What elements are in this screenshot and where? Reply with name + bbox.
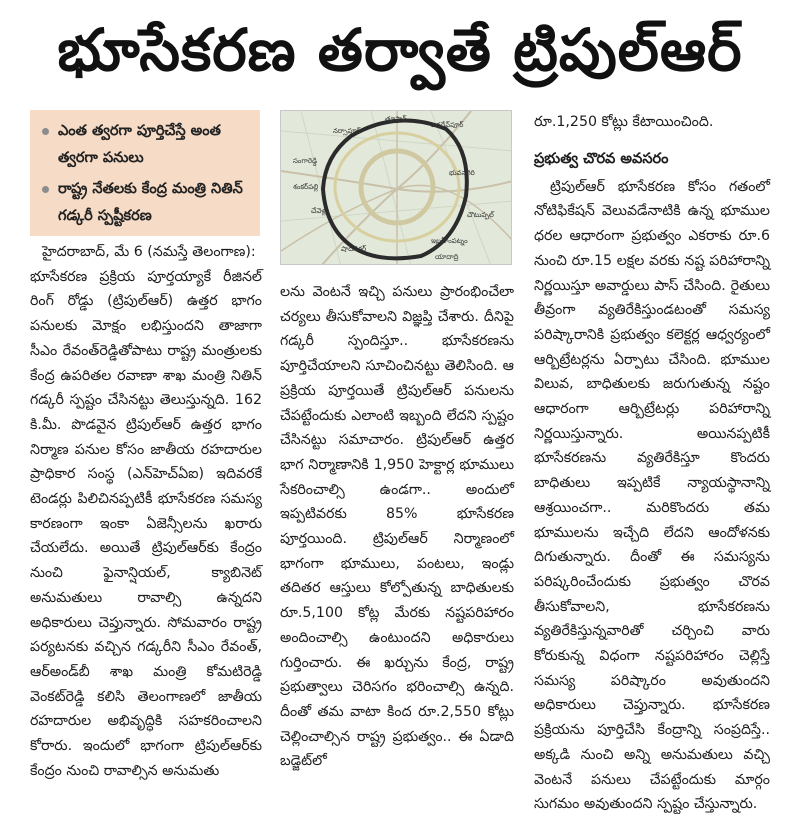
article-paragraph: రూ.1,250 కోట్లు కేటాయించింది. [534,114,714,130]
article-column-3 [534,110,770,817]
section-subhead: ప్రభుత్వ చొరవ అవసరం [534,150,669,167]
route-map [280,110,512,265]
article-paragraph: ట్రిపుల్‌ఆర్‌ భూసేకరణ కోసం గతంలో నోటిఫికేషన్‌ వెలువడేనాటికి ఉన్న భూముల ధరల ఆధారంగా ప్రభుత్వం ఎకరాకు రూ.6 నుంచి రూ.15 లక్షల వరకు నష్ట పరిహారాన్ని నిర్ణయిస్తూ అవార్డులు పాస్‌ చేసింది. రైతులు తీవ్రంగా వ్యతిరేకిస్తుండటంతో సమస్య పరిష్కారానికి ప్రభుత్వం కలెక్టర్ల ఆధ్వర్యంలో ఆర్బిట్రేటర్లను ఏర్పాటు చేసింది. భూముల విలువ, బాధితులకు జరుగుతున్న నష్టం ఆధారంగా ఆర్బిట్రేటర్లు పరిహారాన్ని నిర్ణయిస్తున్నారు. అయినప్పటికీ భూసేకరణను వ్యతిరేకిస్తూ కొందరు బాధితులు ఇప్పటికే న్యాయస్థానాన్ని ఆశ్రయించగా.. మరికొందరు తమ భూములను ఇచ్చేది లేదని ఆందోళనకు దిగుతున్నారు. దీంతో ఈ సమస్యను పరిష్కరించేందుకు ప్రభుత్వం చొరవ తీసుకోవాలని, భూసేకరణను వ్యతిరేకిస్తున్నవారితో చర్చించి వారు కోరుకున్న విధంగా నష్టపరిహారం చెల్లిస్తే సమస్య పరిష్కారం అవుతుందని అధికారులు చెప్తున్నారు. భూసేకరణ ప్రక్రియను పూర్తిచేసి కేంద్రాన్ని సంప్రదిస్తే.. అక్కడి నుంచి అన్ని అనుమతులు వచ్చి వెంటనే పనులు చేపట్టేందుకు మార్గం సుగమం అవుతుందని స్పష్టం చేస్తున్నారు. [534,178,770,813]
article-column-1 [30,240,262,783]
map-label: నర్సాపూర్‌ [333,127,361,135]
map-label: షాద్‌నగర్‌ [341,245,367,253]
highlight-item [42,118,252,172]
article-paragraph: లను వెంటనే ఇచ్చి పనులు ప్రారంభించేలా చర్యలు తీసుకోవాలని విజ్ఞప్తి చేశారు. దీనిపై గడ్కరీ స్పందిస్తూ.. భూసేకరణను పూర్తిచేయాలని సూచించినట్టు తెలిసింది. ఆ ప్రక్రియ పూర్తయితే ట్రిపుల్‌ఆర్‌ పనులను చేపట్టేందుకు ఎలాంటి ఇబ్బంది లేదని స్పష్టం చేసినట్టు సమాచారం. ట్రిపుల్‌ఆర్‌ ఉత్తర భాగ నిర్మాణానికి 1,950 హెక్టార్ల భూములు సేకరించాల్సి ఉండగా.. అందులో ఇప్పటివరకు 85% భూసేకరణ పూర్తయింది. ట్రిపుల్‌ఆర్‌ నిర్మాణంలో భాగంగా భూములు, పంటలు, ఇండ్లు తదితర ఆస్తులు కోల్పోతున్న బాధితులకు రూ.5,100 కోట్ల మేరకు నష్టపరిహారం అందించాల్సి ఉంటుందని అధికారులు గుర్తించారు. ఈ ఖర్చును కేంద్ర, రాష్ట్ర ప్రభుత్వాలు చెరిసగం భరించాల్సి ఉన్నది. దీంతో తమ వాటా కింద రూ.2,550 కోట్లు చెల్లించాల్సిన రాష్ట్ర ప్రభుత్వం.. ఈ ఏడాది బడ్జెట్‌లో [280,284,514,770]
highlight-text: రాష్ట్ర నేతలకు కేంద్ర మంత్రి నితిన్‌ గడ్కరీ స్పష్టీకరణ [58,181,243,224]
article-column-2 [280,280,514,774]
map-label: సంగారెడ్డి [293,157,318,165]
highlight-text: ఎంత త్వరగా పూర్తిచేస్తే అంత త్వరగా పనులు [58,123,221,166]
map-label: జగదేవ్‌పూర్‌ [431,121,464,129]
dateline: హైదరాబాద్‌, మే 6 (నమస్తే తెలంగాణ): [42,244,256,260]
map-label: ఇబ్రహీంపట్నం [431,237,468,245]
map-label: శంకర్‌పల్లి [293,183,319,191]
map-label: చేవెళ్ల [311,207,326,215]
headline: భూసేకరణ తర్వాతే ట్రిపుల్‌ఆర్‌ [57,16,743,84]
map-label: చౌటుప్పల్‌ [467,211,494,219]
map-label: యాదాద్రి [435,253,459,261]
article-paragraph: భూసేకరణ ప్రక్రియ పూర్తయ్యాకే రీజినల్‌ రింగ్‌ రోడ్డు (ట్రిపుల్‌ఆర్‌) ఉత్తర భాగం పనులకు మోక్షం లభిస్తుందని తాజాగా సీఎం రేవంత్‌రెడ్డితోపాటు రాష్ట్ర మంత్రులకు కేంద్ర ఉపరితల రవాణా శాఖ మంత్రి నితిన్‌ గడ్కరీ స్పష్టం చేసినట్టు తెలుస్తున్నది. 162 కి.మీ. పొడవైన ట్రిపుల్‌ఆర్‌ ఉత్తర భాగం నిర్మాణ పనుల కోసం జాతీయ రహదారుల ప్రాధికార సంస్థ (ఎన్‌హెచ్‌ఏఐ) ఇదివరకే టెండర్లు పిలిచినప్పటికీ భూసేకరణ సమస్య కారణంగా ఇంకా ఏజెన్సీలను ఖరారు చేయలేదు. అయితే ట్రిపుల్‌ఆర్‌కు కేంద్రం నుంచి ఫైనాన్షియల్‌, క్యాబినెట్‌ అనుమతులు రావాల్సి ఉన్నదని అధికారులు చెప్తున్నారు. సోమవారం రాష్ట్ర పర్యటనకు వచ్చిన గడ్కరీని సీఎం రేవంత్‌, ఆర్‌అండ్‌బీ శాఖ మంత్రి కోమటిరెడ్డి వెంకట్‌రెడ్డి కలిసి తెలంగాణలో జాతీయ రహదారుల అభివృద్ధికి సహకరించాలని కోరారు. ఇందులో భాగంగా ట్రిపుల్‌ఆర్‌కు కేంద్రం నుంచి రావాల్సిన అనుమతు [30,268,262,779]
bullet-icon [42,186,49,193]
bullet-icon [42,128,49,135]
map-label: తూప్రాన్‌ [385,115,407,123]
highlights-box [30,110,260,236]
highlight-item [42,176,252,230]
map-label: భువనగిరి [449,169,475,177]
